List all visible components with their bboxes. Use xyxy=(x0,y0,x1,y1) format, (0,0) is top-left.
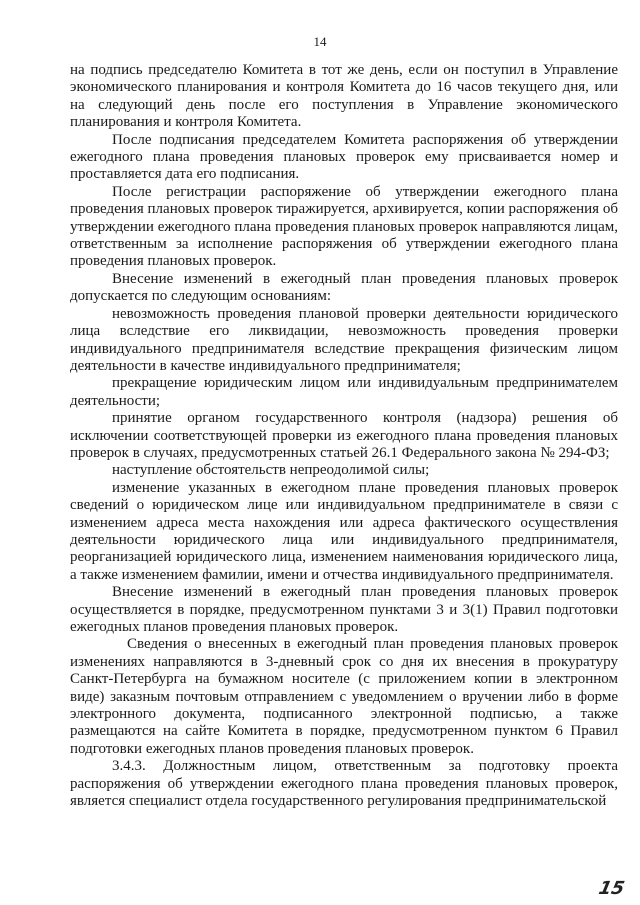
paragraph-3-4-3: 3.4.3. Должностным лицом, ответственным за подготовку проекта распоряжения об утверждении ежегодного плана проведения плановых проверок, является специалист отдела государственного регулирования предпринимательской xyxy=(70,758,618,810)
page-number: 14 xyxy=(313,34,327,49)
paragraph-registration: После регистрации распоряжение об утверждении ежегодного плана проведения плановых проверок тиражируется, архивируется, копии распоряжения об утверждении ежегодного плана проведения плановых проверок направляются лицам, ответственным за исполнение распоряжения об утверждении ежегодного плана проведения плановых проверок. xyxy=(70,183,618,270)
paragraph-continuation: на подпись председателю Комитета в тот же день, если он поступил в Управление экономического планирования и контроля Комитета до 16 часов текущего дня, или на следующий день после его поступления в Управление экономического планирования и контроля Комитета. xyxy=(70,62,618,131)
paragraph-amendment-procedure: Внесение изменений в ежегодный план проведения плановых проверок осуществляется в порядке, предусмотренном пунктами 3 и 3(1) Правил подготовки ежегодных планов проведения плановых проверок. xyxy=(70,584,618,635)
list-item-termination: прекращение юридическим лицом или индивидуальным предпринимателем деятельности; xyxy=(70,375,618,409)
paragraph-notification: Сведения о внесенных в ежегодный план проведения плановых проверок изменениях направляются в 3-дневный срок со дня их внесения в прокуратуру Санкт-Петербурга на бумажном носителе (с приложением копии в электронном виде) заказным почтовым отправлением с уведомлением о вручении либо в форме электронного документа, подписанного электронной подписью, а также размещаются на сайте Комитета в порядке, предусмотренном пунктом 6 Правил подготовки ежегодных планов проведения плановых проверок. xyxy=(70,636,618,757)
document-body xyxy=(70,62,618,810)
list-item-data-change: изменение указанных в ежегодном плане проведения плановых проверок сведений о юридическом лице или индивидуальном предпринимателе в связи с изменением адреса места нахождения или адреса фактического осуществления деятельности юридического лица или индивидуального предпринимателя, реорганизацией юридического лица, изменением наименования юридического лица, а также изменением фамилии, имени и отчества индивидуального предпринимателя. xyxy=(70,479,618,583)
paragraph-amendment-grounds: Внесение изменений в ежегодный план проведения плановых проверок допускается по следующим основаниям: xyxy=(70,270,618,305)
handwritten-page-mark: 15 xyxy=(596,878,627,899)
paragraph-signing: После подписания председателем Комитета распоряжения об утверждении ежегодного плана проведения плановых проверок ему присваивается номер и проставляется дата его подписания. xyxy=(70,131,618,183)
list-item-decision: принятие органом государственного контроля (надзора) решения об исключении соответствующей проверки из ежегодного плана проведения плановых проверок в случаях, предусмотренных статьей 26.1 Федерального закона № 294-ФЗ; xyxy=(70,410,618,461)
list-item-force-majeure: наступление обстоятельств непреодолимой силы; xyxy=(112,462,430,479)
list-item-impossibility: невозможность проведения плановой проверки деятельности юридического лица вследствие его ликвидации, невозможность проведения проверки индивидуального предпринимателя вследствие прекращения физическим лицом деятельности в качестве индивидуального предпринимателя; xyxy=(70,305,618,374)
